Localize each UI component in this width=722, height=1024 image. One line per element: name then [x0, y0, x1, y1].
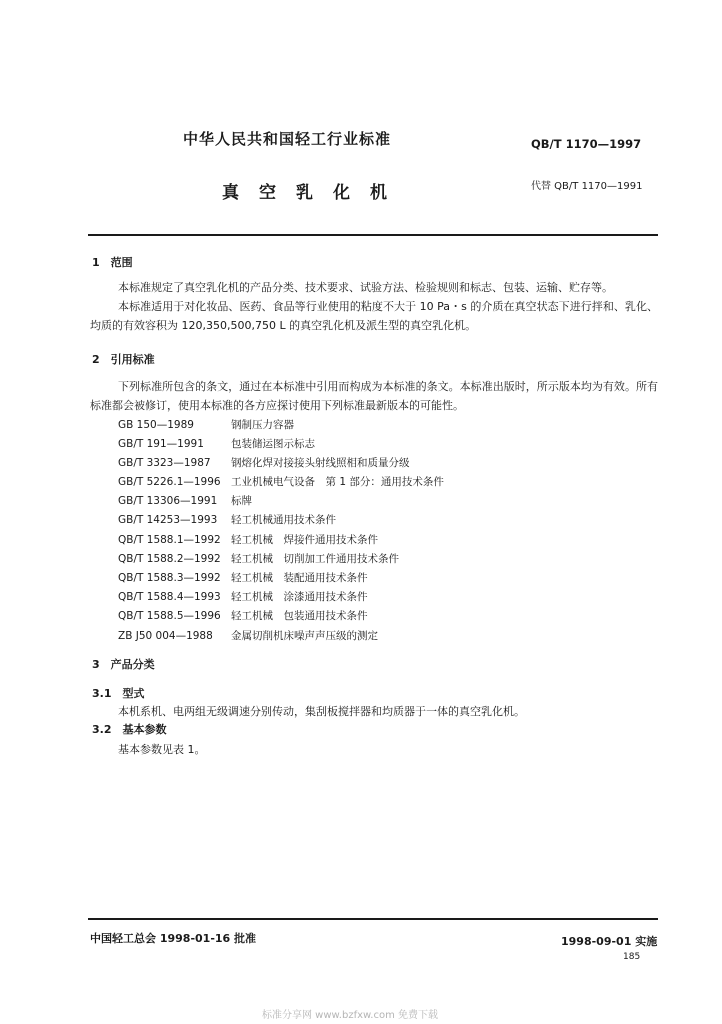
reference-item	[118, 417, 294, 432]
reference-item	[118, 589, 368, 604]
reference-item	[118, 493, 252, 508]
reference-code: GB/T 13306—1991	[118, 495, 218, 507]
page-number: 185	[623, 952, 641, 962]
footer-divider	[88, 918, 658, 920]
reference-code: ZB J50 004—1988	[118, 630, 213, 642]
watermark-text: 标准分享网 www.bzfxw.com 免费下载	[262, 1010, 438, 1021]
standard-code: QB/T 1170—1997	[531, 137, 642, 151]
reference-code: GB/T 3323—1987	[118, 457, 211, 469]
reference-name: 金属切削机床噪声声压级的测定	[231, 630, 378, 642]
section-3-1-text: 本机系机、电两组无级调速分别传动，集刮板搅拌器和均质器于一体的真空乳化机。	[118, 705, 525, 718]
reference-code: GB 150—1989	[118, 419, 194, 431]
reference-code: GB/T 191—1991	[118, 438, 204, 450]
reference-item	[118, 608, 368, 623]
reference-code: QB/T 1588.5—1996	[118, 610, 221, 622]
section-1-paragraph-1-text: 本标准规定了真空乳化机的产品分类、技术要求、试验方法、检验规则和标志、包装、运输、贮存等。	[118, 281, 613, 294]
replaces-note: 代替 QB/T 1170—1991	[531, 181, 643, 192]
section-1-paragraph-2	[90, 297, 658, 335]
section-3-2-text: 基本参数见表 1。	[118, 743, 206, 756]
section-1-paragraph-1	[90, 278, 658, 297]
reference-name: 轻工机械 装配通用技术条件	[231, 572, 368, 584]
reference-code: QB/T 1588.3—1992	[118, 572, 221, 584]
section-3-heading: 3 产品分类	[92, 658, 155, 671]
section-3-1-heading: 3.1 型式	[92, 687, 145, 700]
section-2-heading: 2 引用标准	[92, 353, 155, 366]
reference-name: 轻工机械 切削加工件通用技术条件	[231, 553, 399, 565]
reference-name: 工业机械电气设备 第 1 部分：通用技术条件	[231, 476, 444, 488]
reference-code: QB/T 1588.4—1993	[118, 591, 221, 603]
reference-name: 标牌	[231, 495, 252, 507]
reference-item	[118, 570, 368, 585]
reference-item	[118, 532, 378, 547]
reference-name: 钢熔化焊对接接头射线照相和质量分级	[231, 457, 410, 469]
section-1-heading: 1 范围	[92, 256, 133, 269]
reference-name: 轻工机械通用技术条件	[231, 514, 336, 526]
reference-code: GB/T 14253—1993	[118, 514, 218, 526]
reference-item	[118, 512, 336, 527]
reference-name: 包装储运图示标志	[231, 438, 315, 450]
reference-code: QB/T 1588.2—1992	[118, 553, 221, 565]
effective-date: 1998-09-01 实施	[561, 935, 658, 948]
header-divider	[88, 234, 658, 236]
reference-item	[118, 455, 410, 470]
section-3-2-heading: 3.2 基本参数	[92, 723, 167, 736]
approval-note: 中国轻工总会 1998-01-16 批准	[90, 932, 257, 945]
reference-name: 轻工机械 包装通用技术条件	[231, 610, 368, 622]
reference-name: 轻工机械 焊接件通用技术条件	[231, 534, 378, 546]
reference-item	[118, 436, 315, 451]
reference-name: 轻工机械 涂漆通用技术条件	[231, 591, 368, 603]
section-2-intro-text: 下列标准所包含的条文，通过在本标准中引用而构成为本标准的条文。本标准出版时，所示版本均为有效。所有标准都会被修订，使用本标准的各方应探讨使用下列标准最新版本的可能性。	[90, 380, 658, 412]
standard-title: 中华人民共和国轻工行业标准	[183, 130, 392, 148]
document-title: 真空乳化机	[222, 183, 407, 203]
section-2-intro	[90, 377, 658, 415]
reference-item	[118, 628, 378, 643]
reference-code: QB/T 1588.1—1992	[118, 534, 221, 546]
reference-item	[118, 551, 399, 566]
reference-item	[118, 474, 444, 489]
section-1-paragraph-2-text: 本标准适用于对化妆品、医药、食品等行业使用的粘度不大于 10 Pa・s 的介质在真空状态下进行拌和、乳化、均质的有效容积为 120,350,500,750 L 的真空乳化机及派生型的真空乳化机。	[90, 300, 658, 332]
reference-name: 钢制压力容器	[231, 419, 294, 431]
reference-code: GB/T 5226.1—1996	[118, 476, 221, 488]
